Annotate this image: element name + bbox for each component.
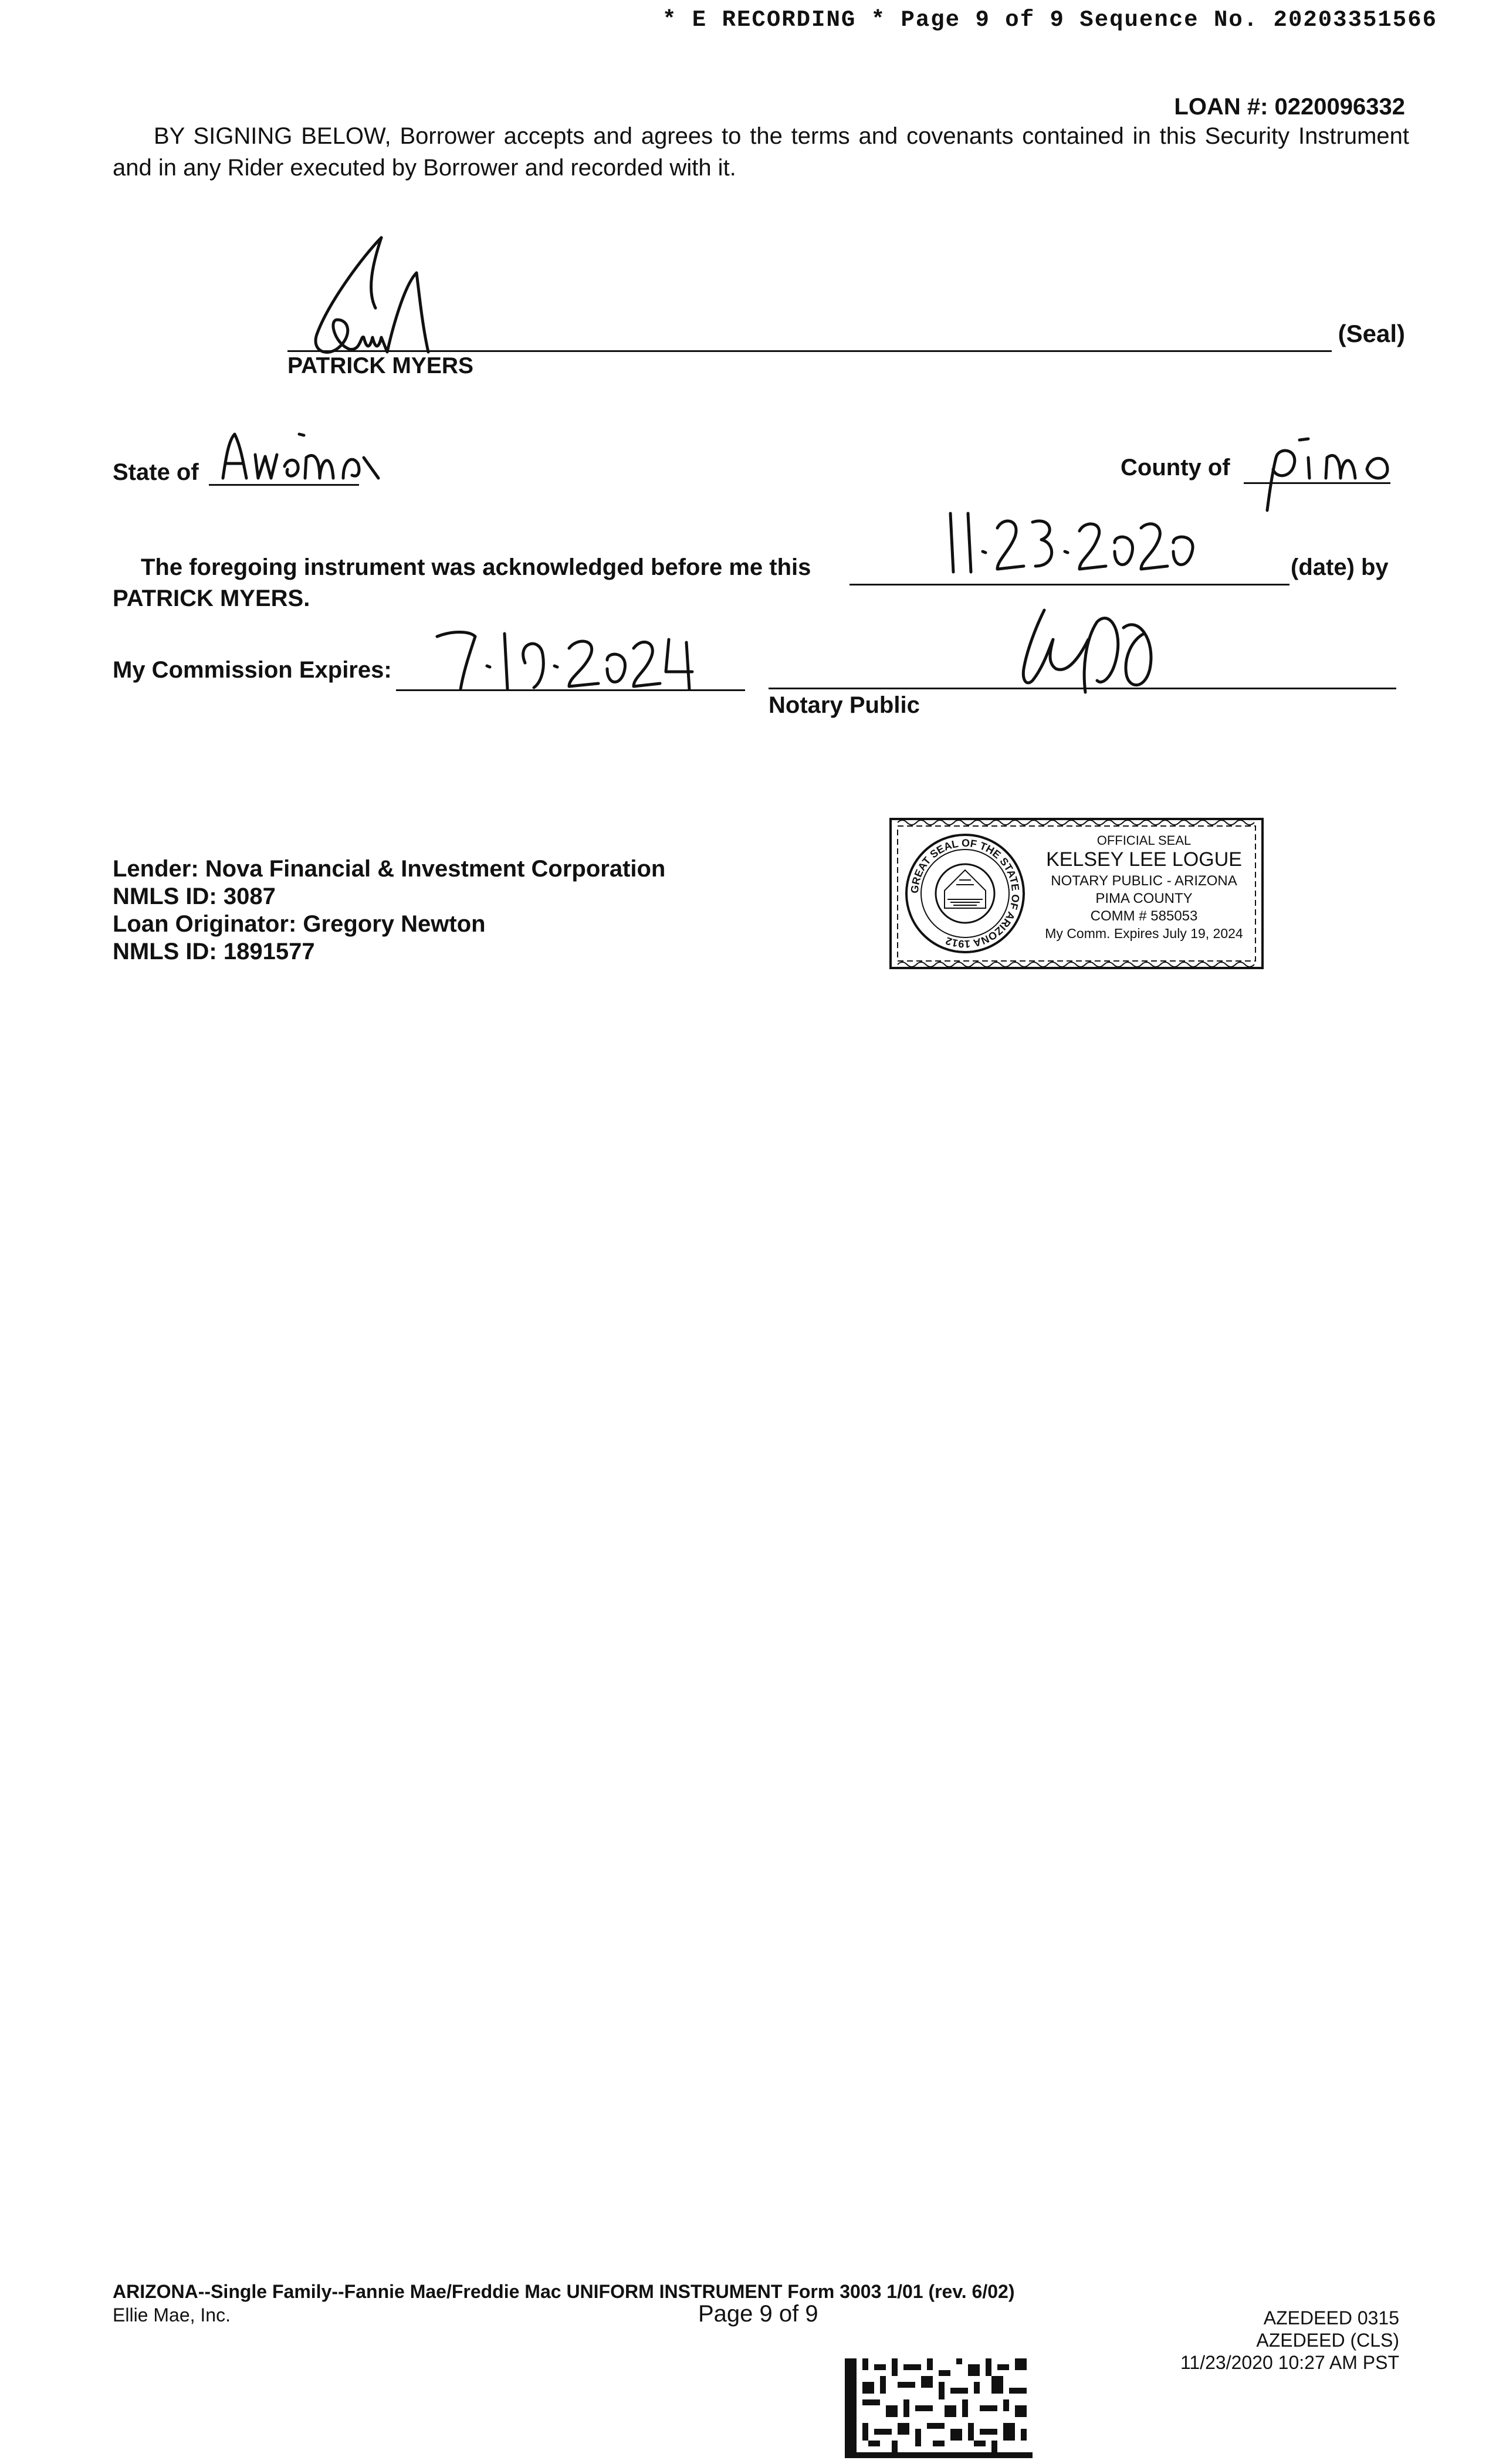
footer-vendor: Ellie Mae, Inc.	[113, 2304, 231, 2326]
acknowledgment-text: The foregoing instrument was acknowledged before me this	[141, 554, 811, 580]
commission-date-handwriting	[428, 622, 710, 692]
seal-notary-name: KELSEY LEE LOGUE	[1046, 848, 1242, 871]
state-line	[209, 484, 359, 486]
seal-label: (Seal)	[1338, 320, 1405, 347]
notary-signature-line	[769, 688, 1396, 689]
originator-nmls: NMLS ID: 1891577	[113, 939, 315, 964]
notary-stamp	[886, 814, 1267, 973]
footer-timestamp: 11/23/2020 10:27 AM PST	[1180, 2352, 1399, 2373]
seal-emblem-text: GREAT SEAL OF THE STATE OF ARIZONA 1912	[908, 837, 1022, 950]
notary-public-label: Notary Public	[769, 692, 920, 718]
acknowledgment-date-line	[849, 584, 1289, 585]
date-suffix: (date) by	[1291, 554, 1389, 580]
recording-header: * E RECORDING * Page 9 of 9 Sequence No. 20203351566	[662, 7, 1437, 33]
footer-codes	[1180, 2307, 1399, 2374]
commission-line	[396, 689, 745, 691]
state-handwriting	[211, 422, 387, 487]
borrower-signature-line	[287, 350, 1332, 352]
seal-notary-public: NOTARY PUBLIC - ARIZONA	[1051, 873, 1237, 889]
seal-official: OFFICIAL SEAL	[1096, 833, 1192, 848]
borrower-name: PATRICK MYERS	[287, 353, 474, 378]
svg-text:GREAT SEAL OF THE STATE OF ARI	[909, 837, 1021, 950]
footer-page-number: Page 9 of 9	[698, 2301, 818, 2327]
footer-form-title: ARIZONA--Single Family--Fannie Mae/Freddie Mac UNIFORM INSTRUMENT Form 3003 1/01 (rev. 6/02)	[113, 2281, 1015, 2302]
footer-code-2: AZEDEED (CLS)	[1256, 2330, 1399, 2351]
lender-name: Lender: Nova Financial & Investment Corporation	[113, 856, 666, 882]
loan-number: LOAN #: 0220096332	[1174, 94, 1405, 120]
seal-expiration: My Comm. Expires July 19, 2024	[1045, 926, 1243, 941]
acknowledged-borrower-name: PATRICK MYERS.	[113, 585, 310, 611]
lender-nmls: NMLS ID: 3087	[113, 884, 276, 909]
lender-block	[113, 855, 665, 966]
state-label: State of	[113, 459, 199, 485]
seal-county: PIMA COUNTY	[1095, 891, 1193, 906]
footer-code-1: AZEDEED 0315	[1263, 2307, 1399, 2328]
county-label: County of	[1121, 455, 1230, 480]
document-barcode	[845, 2358, 1033, 2458]
county-line	[1244, 482, 1390, 484]
seal-commission-number: COMM # 585053	[1090, 908, 1198, 924]
intro-paragraph: BY SIGNING BELOW, Borrower accepts and agrees to the terms and covenants contained in this Security Instrument and in any Rider executed by Borrower and recorded with it.	[113, 123, 1409, 181]
loan-originator: Loan Originator: Gregory Newton	[113, 911, 486, 937]
notary-signature	[1009, 604, 1173, 698]
acknowledgment-date-handwriting	[939, 505, 1220, 581]
county-handwriting	[1244, 422, 1402, 516]
commission-label: My Commission Expires:	[113, 657, 392, 683]
